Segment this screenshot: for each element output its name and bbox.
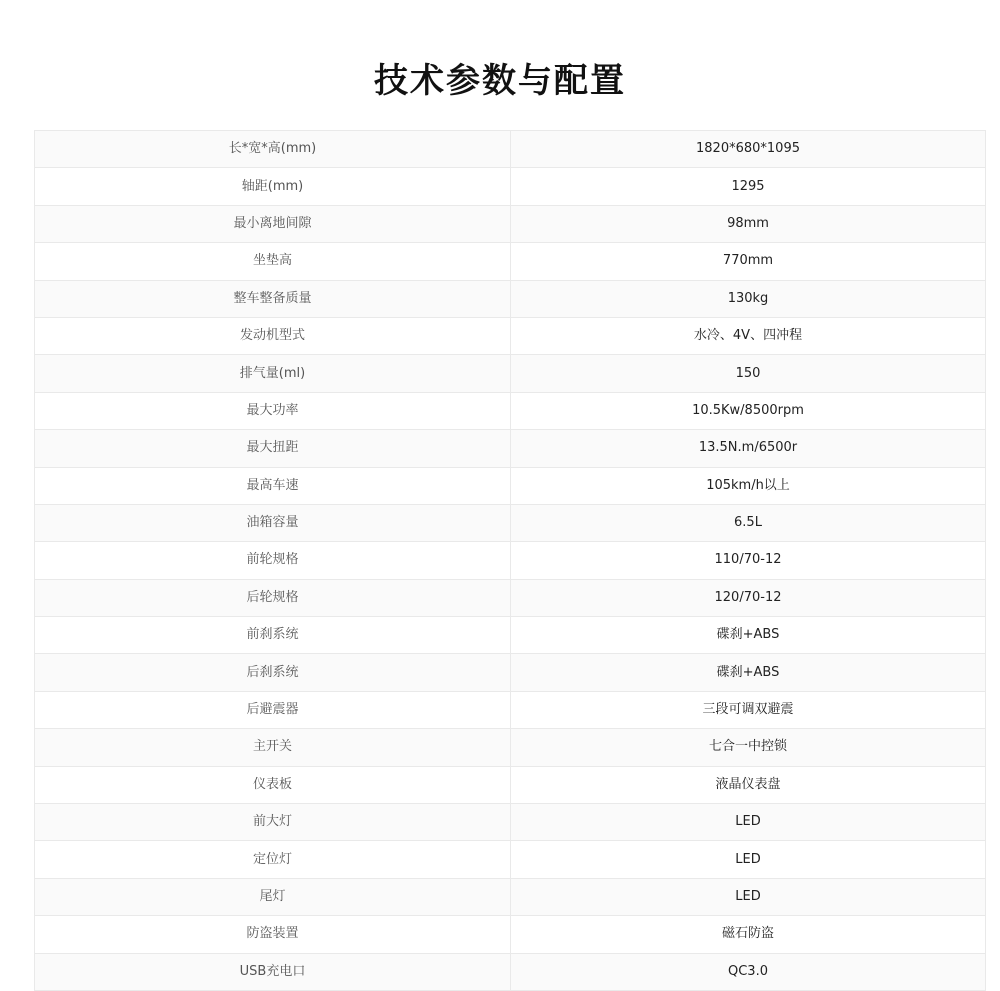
table-row (35, 841, 986, 878)
spec-label: 轴距(mm) (35, 168, 511, 205)
table-row (35, 430, 986, 467)
spec-value: 液晶仪表盘 (511, 766, 986, 803)
table-row (35, 467, 986, 504)
spec-label: 最高车速 (35, 467, 511, 504)
table-row (35, 766, 986, 803)
table-row (35, 617, 986, 654)
spec-label: 前轮规格 (35, 542, 511, 579)
spec-value: 碟刹+ABS (511, 617, 986, 654)
spec-table (34, 130, 986, 991)
spec-value: 1820*680*1095 (511, 131, 986, 168)
spec-label: 后轮规格 (35, 579, 511, 616)
spec-value: 770mm (511, 243, 986, 280)
spec-label: 整车整备质量 (35, 280, 511, 317)
table-row (35, 205, 986, 242)
spec-value: 6.5L (511, 504, 986, 541)
spec-label: 尾灯 (35, 878, 511, 915)
spec-value: 110/70-12 (511, 542, 986, 579)
spec-label: 长*宽*高(mm) (35, 131, 511, 168)
table-row (35, 542, 986, 579)
spec-label: 前大灯 (35, 804, 511, 841)
table-row (35, 504, 986, 541)
table-row (35, 131, 986, 168)
spec-label: 仪表板 (35, 766, 511, 803)
spec-label: 定位灯 (35, 841, 511, 878)
spec-label: 主开关 (35, 729, 511, 766)
spec-value: 130kg (511, 280, 986, 317)
spec-label: 防盗装置 (35, 916, 511, 953)
spec-label: 油箱容量 (35, 504, 511, 541)
spec-value: LED (511, 841, 986, 878)
spec-value: 七合一中控锁 (511, 729, 986, 766)
table-row (35, 355, 986, 392)
spec-value: LED (511, 804, 986, 841)
spec-value: 1295 (511, 168, 986, 205)
spec-value: 碟刹+ABS (511, 654, 986, 691)
table-row (35, 317, 986, 354)
table-row (35, 916, 986, 953)
spec-label: 最大功率 (35, 392, 511, 429)
spec-label: 最大扭距 (35, 430, 511, 467)
table-row (35, 579, 986, 616)
spec-label: 排气量(ml) (35, 355, 511, 392)
spec-value: 150 (511, 355, 986, 392)
table-row (35, 168, 986, 205)
table-row (35, 691, 986, 728)
spec-label: 最小离地间隙 (35, 205, 511, 242)
table-row (35, 953, 986, 990)
spec-value: 105km/h以上 (511, 467, 986, 504)
spec-value: 98mm (511, 205, 986, 242)
spec-value: 水冷、4V、四冲程 (511, 317, 986, 354)
spec-value: 13.5N.m/6500r (511, 430, 986, 467)
spec-value: 120/70-12 (511, 579, 986, 616)
table-row (35, 243, 986, 280)
spec-label: 后避震器 (35, 691, 511, 728)
spec-label: 发动机型式 (35, 317, 511, 354)
spec-label: USB充电口 (35, 953, 511, 990)
spec-label: 坐垫高 (35, 243, 511, 280)
spec-value: 磁石防盗 (511, 916, 986, 953)
spec-label: 前刹系统 (35, 617, 511, 654)
table-row (35, 654, 986, 691)
table-row (35, 392, 986, 429)
spec-value: 10.5Kw/8500rpm (511, 392, 986, 429)
spec-value: LED (511, 878, 986, 915)
table-row (35, 280, 986, 317)
table-row (35, 729, 986, 766)
table-row (35, 878, 986, 915)
spec-value: 三段可调双避震 (511, 691, 986, 728)
spec-label: 后刹系统 (35, 654, 511, 691)
table-row (35, 804, 986, 841)
page-title: 技术参数与配置 (374, 60, 626, 101)
spec-value: QC3.0 (511, 953, 986, 990)
